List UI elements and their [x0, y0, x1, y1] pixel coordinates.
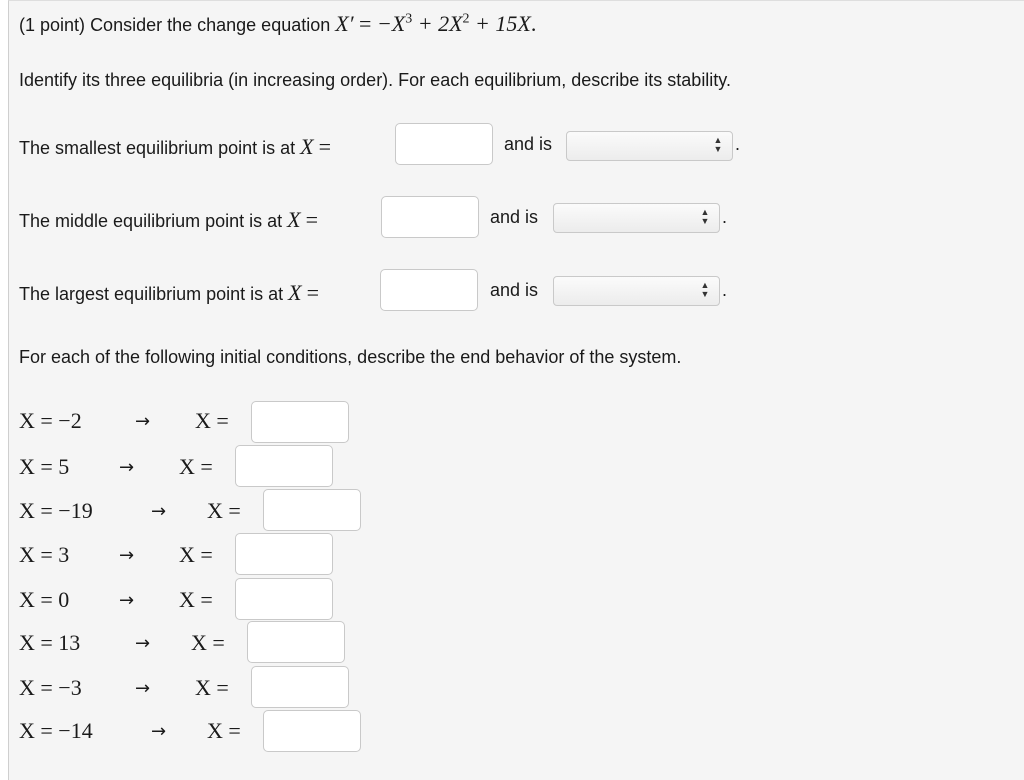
arrow-icon: →	[151, 501, 167, 522]
ic-answer-input-4[interactable]	[235, 533, 333, 575]
ic-rhs-8: X =	[207, 718, 241, 743]
arrow-icon: →	[119, 590, 135, 611]
change-equation: $X' = -X^3 + 2X^2 + 15X$.	[335, 11, 537, 36]
arrow-icon: →	[135, 633, 151, 654]
equilibrium-label-middle: The middle equilibrium point is at X =	[19, 207, 319, 232]
problem-header	[19, 11, 536, 37]
ic-lhs-2: X = 5	[19, 454, 70, 479]
ic-rhs-3: X =	[207, 498, 241, 523]
arrow-icon: →	[151, 721, 167, 742]
connector-largest: and is	[490, 280, 539, 300]
points-label: (1 point)	[19, 15, 86, 35]
ic-lhs-3: X = −19	[19, 498, 93, 523]
up-down-caret-icon: ▲ ▼	[700, 280, 710, 299]
equation-term-1: −X	[376, 11, 406, 36]
ic-answer-input-3[interactable]	[263, 489, 361, 531]
arrow-icon: →	[119, 545, 135, 566]
ic-answer-input-6[interactable]	[247, 621, 345, 663]
up-down-caret-icon: ▲ ▼	[713, 135, 723, 154]
ic-rhs-4: X =	[179, 542, 213, 567]
equilibrium-input-largest[interactable]	[380, 269, 478, 311]
end-behavior-prompt: For each of the following initial conditions, describe the end behavior of the system.	[19, 347, 682, 367]
equation-exp-1: 3	[405, 11, 413, 27]
equation-lhs: X′	[335, 11, 354, 36]
arrow-icon: →	[135, 678, 151, 699]
ic-lhs-4: X = 3	[19, 542, 70, 567]
ic-lhs-5: X = 0	[19, 587, 70, 612]
equilibrium-label-smallest: The smallest equilibrium point is at X =	[19, 134, 332, 159]
stability-select-largest[interactable]	[553, 276, 720, 306]
arrow-icon: →	[135, 411, 151, 432]
stability-select-smallest[interactable]	[566, 131, 733, 161]
intro-text: Consider the change equation	[90, 15, 331, 35]
ic-rhs-7: X =	[195, 675, 229, 700]
connector-smallest: and is	[504, 134, 553, 154]
ic-lhs-7: X = −3	[19, 675, 82, 700]
arrow-icon: →	[119, 457, 135, 478]
problem-panel	[8, 0, 1024, 780]
equation-term-3: + 15X	[469, 11, 531, 36]
ic-lhs-1: X = −2	[19, 408, 82, 433]
equilibrium-input-middle[interactable]	[381, 196, 479, 238]
ic-answer-input-5[interactable]	[235, 578, 333, 620]
instructions-text: Identify its three equilibria (in increasing order). For each equilibrium, describe its stability.	[19, 70, 731, 90]
equation-period: .	[530, 11, 537, 36]
connector-middle: and is	[490, 207, 539, 227]
equation-exp-2: 2	[462, 11, 470, 27]
ic-answer-input-8[interactable]	[263, 710, 361, 752]
ic-answer-input-1[interactable]	[251, 401, 349, 443]
ic-rhs-1: X =	[195, 408, 229, 433]
ic-lhs-8: X = −14	[19, 718, 93, 743]
ic-answer-input-2[interactable]	[235, 445, 333, 487]
equation-term-2: + 2X	[412, 11, 463, 36]
period-middle: .	[722, 207, 728, 227]
ic-answer-input-7[interactable]	[251, 666, 349, 708]
period-largest: .	[722, 280, 728, 300]
equilibrium-input-smallest[interactable]	[395, 123, 493, 165]
equilibrium-label-largest: The largest equilibrium point is at X =	[19, 280, 320, 305]
ic-rhs-2: X =	[179, 454, 213, 479]
ic-rhs-6: X =	[191, 630, 225, 655]
ic-lhs-6: X = 13	[19, 630, 81, 655]
stability-select-middle[interactable]	[553, 203, 720, 233]
period-smallest: .	[735, 134, 741, 154]
ic-rhs-5: X =	[179, 587, 213, 612]
up-down-caret-icon: ▲ ▼	[700, 207, 710, 226]
